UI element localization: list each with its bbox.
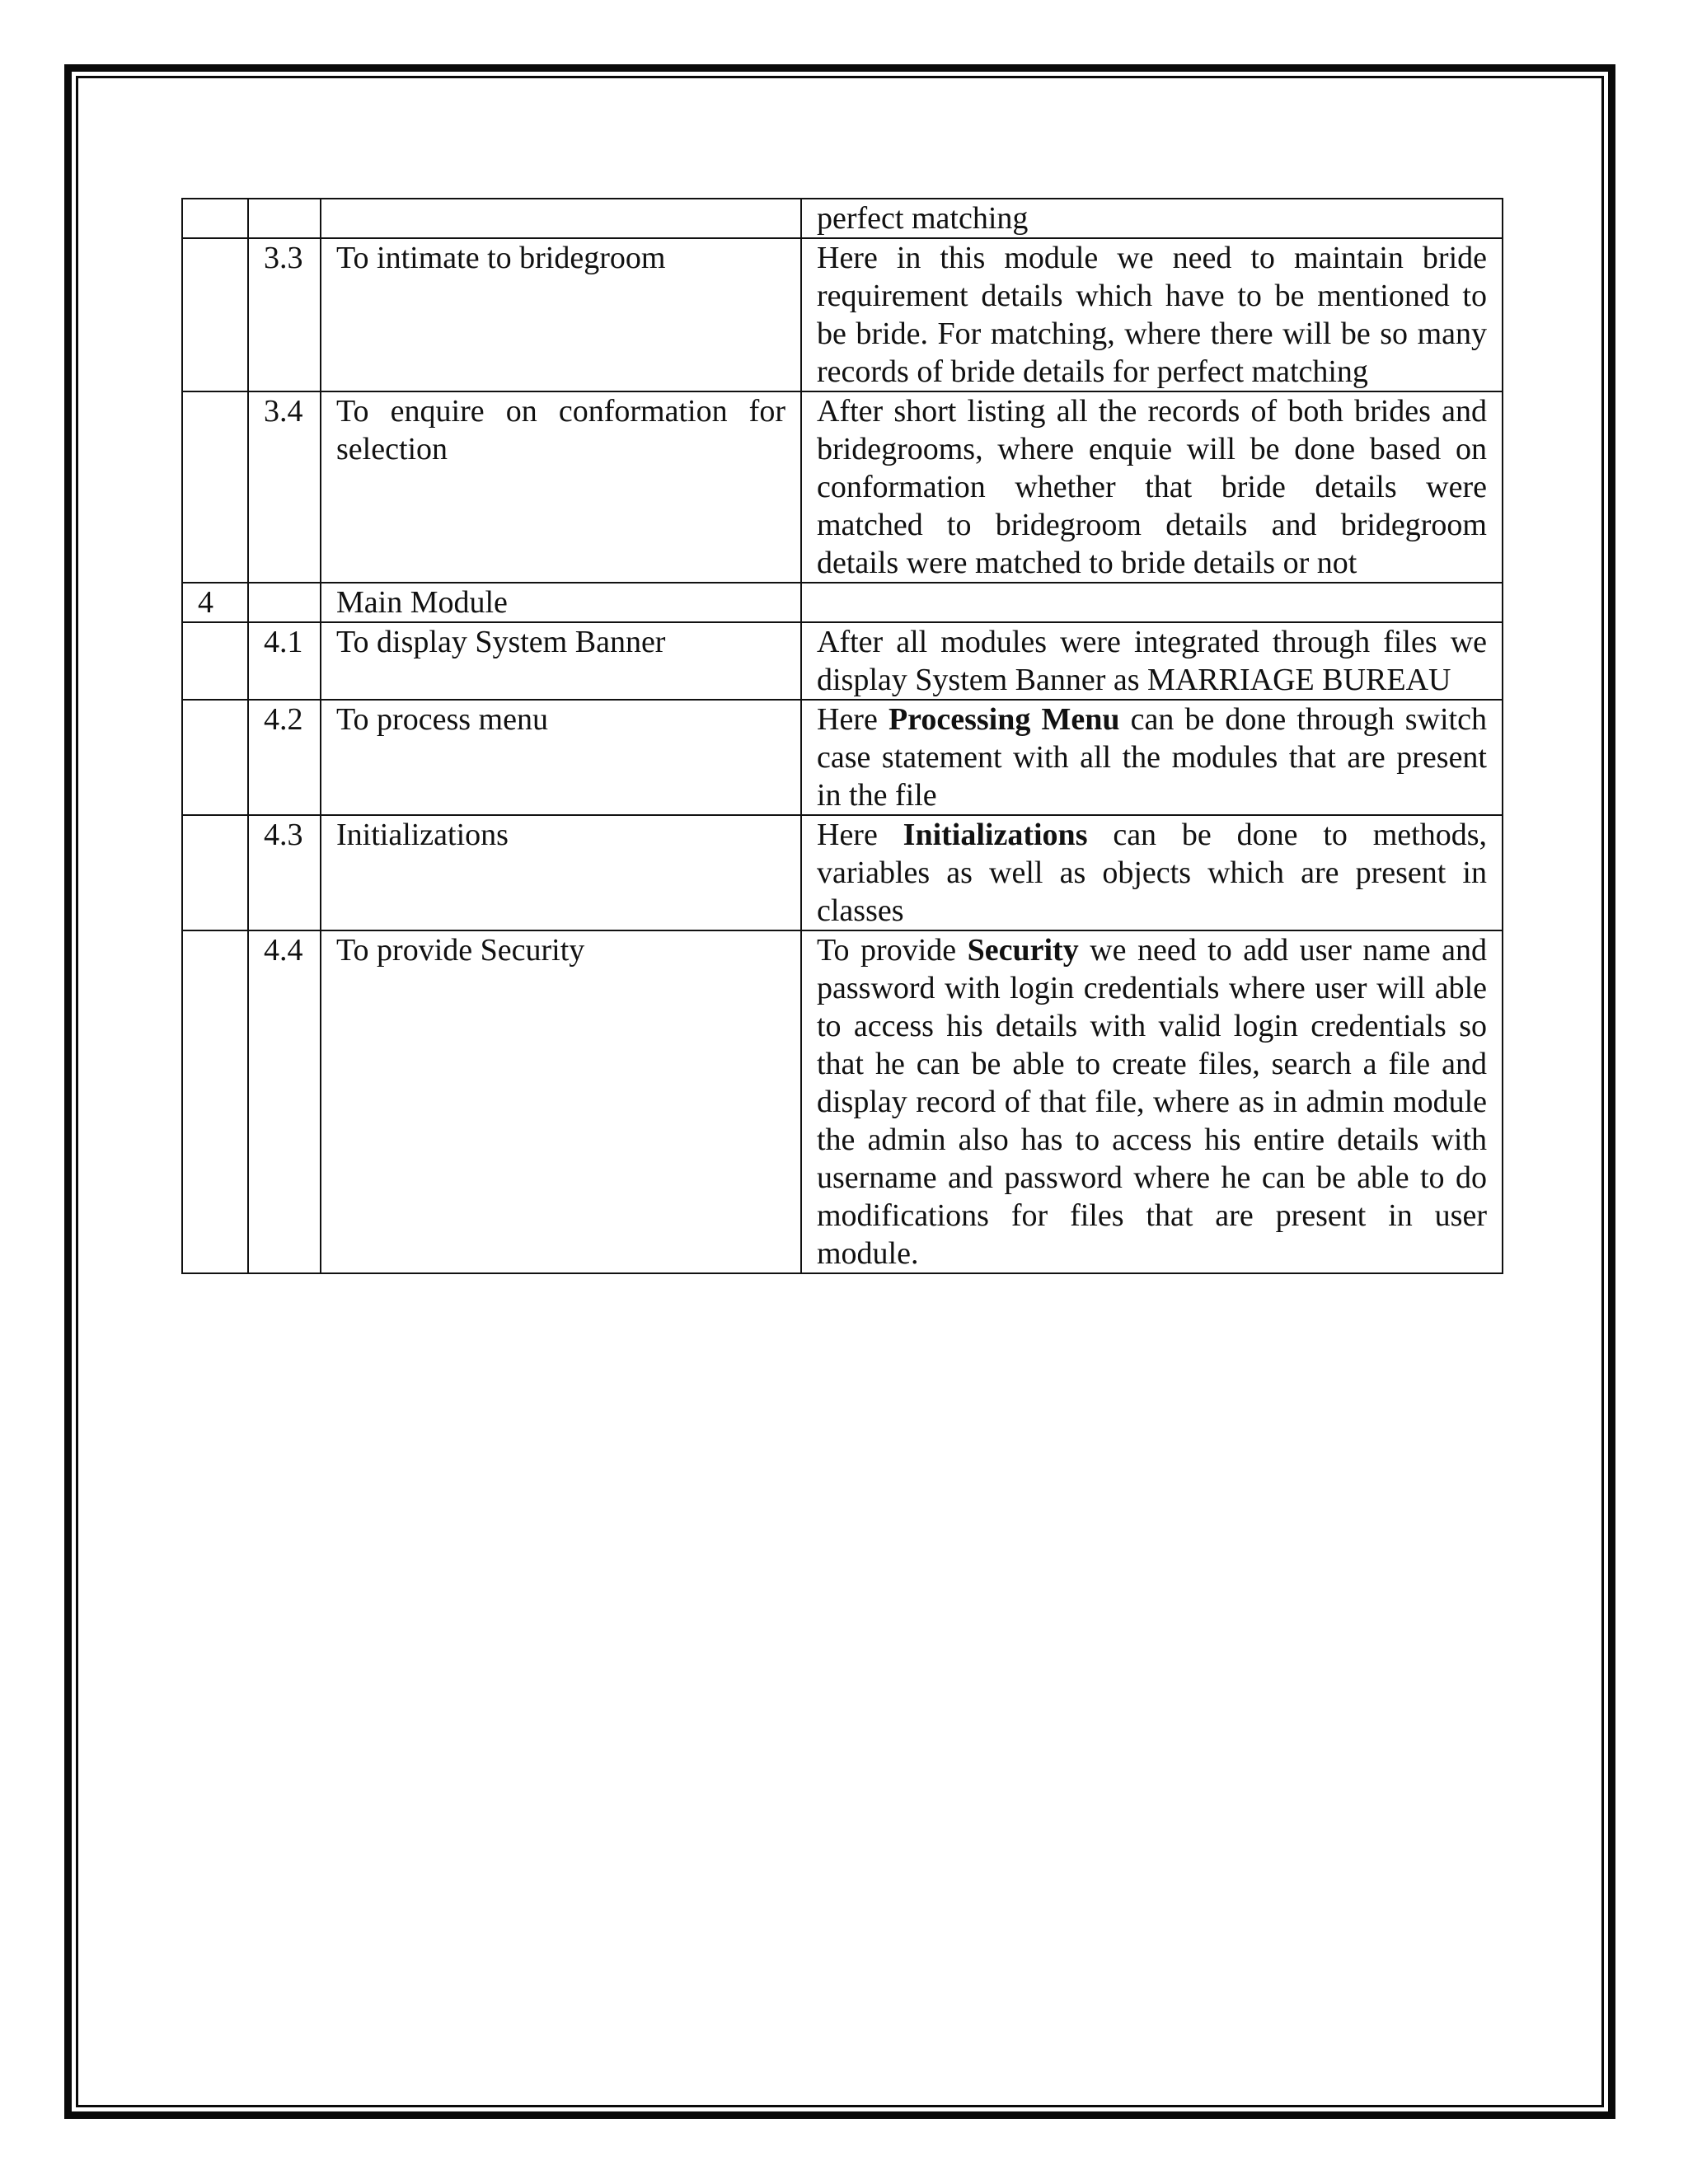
row-description — [801, 700, 1503, 815]
table-row — [182, 391, 1503, 583]
row-name: Main Module — [321, 583, 801, 622]
row-description — [801, 238, 1503, 391]
row-number — [182, 391, 248, 583]
description-bold-term: Initializations — [903, 818, 1088, 852]
description-text: To provide — [817, 933, 968, 968]
row-description — [801, 930, 1503, 1273]
row-number — [182, 199, 248, 238]
row-name: Initializations — [321, 815, 801, 930]
row-subnumber: 4.3 — [248, 815, 321, 930]
description-text: Here — [817, 702, 889, 737]
row-subnumber — [248, 583, 321, 622]
row-subnumber: 4.4 — [248, 930, 321, 1273]
row-description — [801, 583, 1503, 622]
row-name: To process menu — [321, 700, 801, 815]
row-name: To enquire on conformation for selection — [321, 391, 801, 583]
description-text: After short listing all the records of both brides and bridegrooms, where enquie will be done based on conformation whether that bride details were matched to bridegroom details and bridegroom details were matched to bride details or not — [817, 394, 1487, 580]
table-row — [182, 815, 1503, 930]
description-text: Here in this module we need to maintain bride requirement details which have to be mentioned to be bride. For matching, where there will be so many records of bride details for perfect matching — [817, 241, 1487, 389]
row-subnumber: 3.4 — [248, 391, 321, 583]
row-number — [182, 930, 248, 1273]
row-subnumber: 3.3 — [248, 238, 321, 391]
table-row — [182, 199, 1503, 238]
row-number: 4 — [182, 583, 248, 622]
description-bold-term: Security — [967, 933, 1079, 968]
row-number — [182, 700, 248, 815]
row-number — [182, 815, 248, 930]
row-name — [321, 199, 801, 238]
row-name: To provide Security — [321, 930, 801, 1273]
description-text: we need to add user name and password with login credentials where user will able to access his details with valid login credentials so that he can be able to create files, search a file and display record of that file, where as in admin module the admin also has to access his entire details with username and password where he can be able to do modifications for files that are present in user module. — [817, 933, 1487, 1271]
table-row — [182, 622, 1503, 700]
description-text: can be done to methods, variables as well as objects which are present in classes — [817, 818, 1487, 928]
row-description — [801, 199, 1503, 238]
row-name: To intimate to bridegroom — [321, 238, 801, 391]
row-subnumber — [248, 199, 321, 238]
row-number — [182, 238, 248, 391]
description-text: can be done through switch case statement with all the modules that are present in the file — [817, 702, 1487, 813]
description-bold-term: Processing Menu — [888, 702, 1120, 737]
row-description — [801, 622, 1503, 700]
row-subnumber: 4.1 — [248, 622, 321, 700]
module-table — [181, 198, 1503, 1274]
table-row — [182, 700, 1503, 815]
table-row — [182, 238, 1503, 391]
row-name: To display System Banner — [321, 622, 801, 700]
description-text: After all modules were integrated through files we display System Banner as MARRIAGE BUREAU — [817, 625, 1487, 697]
description-text: perfect matching — [817, 201, 1029, 236]
row-description — [801, 815, 1503, 930]
row-description — [801, 391, 1503, 583]
description-text: Here — [817, 818, 903, 852]
table-row — [182, 930, 1503, 1273]
table-row — [182, 583, 1503, 622]
row-subnumber: 4.2 — [248, 700, 321, 815]
row-number — [182, 622, 248, 700]
